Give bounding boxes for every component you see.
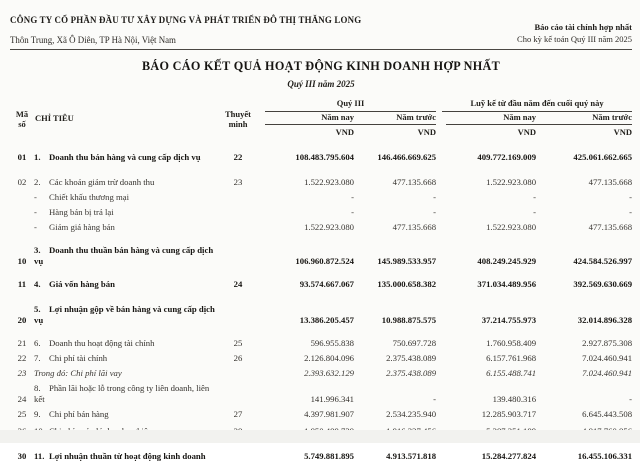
- letterhead-left: [10, 13, 361, 45]
- row-number: 11.: [34, 451, 45, 461]
- cell-q3-current: 2.393.632.129: [304, 368, 355, 378]
- cell-code: [10, 219, 34, 234]
- cell-q3-prior: 10.988.875.575: [381, 315, 437, 325]
- table-row: [10, 350, 632, 365]
- cell-ytd-prior: 477.135.668: [588, 222, 633, 232]
- cell-note: [221, 365, 255, 380]
- table-row: [10, 204, 632, 219]
- cell-code: [10, 189, 34, 204]
- cell-ytd-prior: 16.455.106.331: [577, 451, 633, 461]
- header-group-row: [10, 98, 632, 112]
- table-row: [10, 164, 632, 189]
- row-label: Hàng bán bị trả lại: [49, 207, 114, 217]
- row-label: Chi phí bán hàng: [49, 409, 109, 419]
- cell-criteria: [34, 380, 221, 406]
- cell-note: [221, 291, 255, 327]
- cell-ytd-current: -: [533, 207, 537, 217]
- scan-edge-shade: [0, 430, 640, 443]
- header-q3-prior-label: Năm trước: [354, 112, 436, 125]
- cell-ytd-prior: 32.014.896.328: [577, 315, 633, 325]
- row-number: -: [34, 192, 37, 202]
- cell-code: 01: [17, 152, 27, 162]
- company-name: CÔNG TY CỔ PHẦN ĐẦU TƯ XÂY DỰNG VÀ PHÁT TRIỂN ĐÔ THỊ THĂNG LONG: [10, 15, 362, 25]
- cell-q3-current: 2.126.804.096: [304, 353, 355, 363]
- cell-q3-prior: 750.697.728: [392, 338, 437, 348]
- unit-ytd-prior: VND: [613, 127, 633, 137]
- unit-q3-current: VND: [335, 127, 355, 137]
- header-ytd-prior-label: Năm trước: [536, 112, 632, 125]
- cell-ytd-current: 1.760.958.409: [486, 338, 537, 348]
- table-row: [10, 139, 632, 164]
- cell-q3-prior: 145.989.533.957: [377, 256, 437, 266]
- table-row: [10, 327, 632, 350]
- report-type-label: Báo cáo tài chính hợp nhất: [534, 22, 632, 32]
- cell-code: 21: [17, 338, 27, 348]
- cell-note: [221, 380, 255, 406]
- cell-note: 23: [233, 177, 243, 187]
- cell-code: 11: [17, 279, 27, 289]
- row-number: 5.: [34, 304, 41, 314]
- company-address: Thôn Trung, Xã Ô Diên, TP Hà Nội, Việt Nam: [10, 35, 176, 45]
- cell-q3-current: 596.955.838: [310, 338, 355, 348]
- row-number: 3.: [34, 245, 41, 255]
- cell-q3-current: 106.960.872.524: [295, 256, 355, 266]
- row-number: 7.: [34, 353, 41, 363]
- cell-q3-current: 93.574.667.067: [299, 279, 355, 289]
- header-group-ytd: [436, 98, 632, 112]
- income-statement-table: [10, 98, 632, 463]
- cell-note: 24: [233, 279, 243, 289]
- row-number: -: [34, 222, 37, 232]
- row-number: 6.: [34, 338, 41, 348]
- table-body: [10, 139, 632, 463]
- cell-note: 26: [233, 353, 243, 363]
- cell-criteria: [34, 365, 221, 380]
- report-subtitle: Quý III năm 2025: [287, 79, 355, 89]
- cell-q3-current: 141.996.341: [310, 394, 355, 404]
- unit-ytd-current: VND: [517, 127, 537, 137]
- row-label: Các khoản giảm trừ doanh thu: [49, 177, 155, 187]
- header-code-line2: số: [18, 118, 26, 129]
- cell-criteria: [34, 204, 221, 219]
- cell-ytd-current: 409.772.169.009: [477, 152, 537, 162]
- cell-q3-prior: -: [433, 192, 437, 202]
- cell-ytd-prior: 477.135.668: [588, 177, 633, 187]
- cell-ytd-prior: 2.927.875.308: [582, 338, 633, 348]
- cell-q3-prior: 477.135.668: [392, 177, 437, 187]
- letterhead: [10, 13, 632, 45]
- cell-code: [10, 204, 34, 219]
- unit-q3-prior: VND: [417, 127, 437, 137]
- cell-q3-current: 4.397.981.907: [304, 409, 355, 419]
- cell-ytd-prior: 425.061.662.665: [573, 152, 633, 162]
- header-group-quarter: [255, 98, 436, 112]
- row-label: Chiết khấu thương mại: [49, 192, 129, 202]
- header-q3-current: [255, 112, 354, 125]
- cell-q3-current: -: [351, 207, 355, 217]
- cell-note: [221, 189, 255, 204]
- header-ytd-current-label: Năm nay: [446, 112, 536, 125]
- table-row: [10, 234, 632, 268]
- cell-criteria: [34, 350, 221, 365]
- cell-q3-prior: 2.534.235.940: [386, 409, 437, 419]
- cell-note: 22: [233, 152, 243, 162]
- cell-q3-prior: 4.913.571.818: [386, 451, 437, 461]
- header-ytd-current: [436, 112, 536, 125]
- row-label: Doanh thu thuần bán hàng và cung cấp dịch vụ: [34, 245, 214, 266]
- table-row: [10, 291, 632, 327]
- row-number: 4.: [34, 279, 41, 289]
- cell-ytd-prior: -: [629, 192, 633, 202]
- cell-code: 23: [17, 368, 27, 378]
- row-label: Lợi nhuận gộp về bán hàng và cung cấp dịch vụ: [34, 304, 215, 325]
- cell-ytd-prior: 7.024.460.941: [582, 353, 633, 363]
- table-row: [10, 380, 632, 406]
- row-label: Doanh thu bán hàng và cung cấp dịch vụ: [49, 152, 201, 162]
- header-code-line1: Mã: [15, 108, 29, 119]
- header-q3-prior: [354, 112, 436, 125]
- cell-ytd-current: -: [533, 192, 537, 202]
- header-note-line1: Thuyết: [225, 108, 251, 119]
- header-q3-current-label: Năm nay: [265, 112, 354, 125]
- cell-criteria: [34, 234, 221, 268]
- header-divider: [10, 49, 632, 50]
- cell-ytd-current: 139.480.316: [492, 394, 537, 404]
- table-row: [10, 189, 632, 204]
- cell-q3-prior: -: [433, 207, 437, 217]
- cell-ytd-current: 12.285.903.717: [481, 409, 537, 419]
- cell-q3-prior: 135.000.658.382: [377, 279, 437, 289]
- table-row: [10, 406, 632, 421]
- cell-q3-prior: 2.375.438.089: [386, 368, 437, 378]
- cell-code: 22: [17, 353, 27, 363]
- table-row: [10, 365, 632, 380]
- cell-ytd-prior: -: [629, 207, 633, 217]
- cell-ytd-current: 37.214.755.973: [481, 315, 537, 325]
- cell-q3-prior: -: [433, 394, 437, 404]
- report-title: BÁO CÁO KẾT QUẢ HOẠT ĐỘNG KINH DOANH HỢP NHẤT: [141, 59, 501, 73]
- row-label: Doanh thu hoạt động tài chính: [49, 338, 155, 348]
- cell-note: 27: [233, 409, 243, 419]
- cell-code: 24: [17, 394, 27, 404]
- cell-criteria: [34, 164, 221, 189]
- cell-code: 02: [17, 177, 27, 187]
- row-label: Lợi nhuận thuần từ hoạt động kinh doanh: [49, 451, 206, 461]
- cell-criteria: [34, 189, 221, 204]
- letterhead-right: [517, 22, 632, 44]
- cell-q3-current: 108.483.795.604: [295, 152, 355, 162]
- row-label: Trong đó: Chi phí lãi vay: [34, 368, 122, 378]
- cell-ytd-current: 6.155.488.741: [486, 368, 537, 378]
- header-note-line2: minh: [228, 118, 248, 129]
- row-label: Chi phí tài chính: [49, 353, 108, 363]
- cell-note: [221, 234, 255, 268]
- cell-q3-prior: 2.375.438.089: [386, 353, 437, 363]
- cell-note: [221, 219, 255, 234]
- row-number: 9.: [34, 409, 41, 419]
- table-row: [10, 219, 632, 234]
- cell-q3-current: 1.522.923.080: [304, 177, 355, 187]
- row-number: -: [34, 207, 37, 217]
- header-note: [221, 98, 255, 139]
- table-row: [10, 268, 632, 291]
- cell-ytd-current: 408.249.245.929: [477, 256, 537, 266]
- row-label: Giá vốn hàng bán: [49, 279, 115, 289]
- row-number: 2.: [34, 177, 41, 187]
- cell-criteria: [34, 406, 221, 421]
- cell-q3-current: 13.386.205.457: [299, 315, 355, 325]
- row-label: Phần lãi hoặc lỗ trong công ty liên doanh, liên kết: [34, 383, 210, 404]
- cell-ytd-current: 6.157.761.968: [486, 353, 537, 363]
- cell-code: 10: [17, 256, 27, 266]
- row-number: 8.: [34, 383, 41, 393]
- cell-criteria: [34, 139, 221, 164]
- cell-ytd-current: 1.522.923.080: [486, 222, 537, 232]
- cell-code: 30: [17, 451, 27, 461]
- cell-ytd-current: 371.034.489.956: [477, 279, 537, 289]
- cell-code: 20: [17, 315, 27, 325]
- cell-criteria: [34, 268, 221, 291]
- cell-ytd-prior: 424.584.526.997: [573, 256, 633, 266]
- cell-ytd-prior: 6.645.443.508: [582, 409, 633, 419]
- cell-q3-current: -: [351, 192, 355, 202]
- cell-criteria: [34, 219, 221, 234]
- cell-q3-prior: 146.466.669.625: [377, 152, 437, 162]
- cell-note: 25: [233, 338, 243, 348]
- row-label: Giảm giá hàng bán: [49, 222, 115, 232]
- cell-note: [221, 204, 255, 219]
- header-criteria: CHỈ TIÊU: [35, 113, 74, 123]
- header-code: [10, 98, 34, 139]
- cell-ytd-prior: 7.024.460.941: [582, 368, 633, 378]
- cell-ytd-prior: 392.569.630.669: [573, 279, 633, 289]
- cell-q3-current: 1.522.923.080: [304, 222, 355, 232]
- accounting-period-label: Cho kỳ kế toán Quý III năm 2025: [517, 34, 632, 44]
- cell-ytd-current: 15.284.277.824: [481, 451, 537, 461]
- cell-q3-prior: 477.135.668: [392, 222, 437, 232]
- cell-q3-current: 5.749.881.895: [304, 451, 355, 461]
- cell-code: 25: [17, 409, 27, 419]
- cell-ytd-current: 1.522.923.080: [486, 177, 537, 187]
- header-ytd-prior: [536, 112, 632, 125]
- header-group-quarter-label: Quý III: [265, 98, 436, 112]
- header-group-ytd-label: Luỹ kế từ đầu năm đến cuối quý này: [442, 98, 632, 112]
- cell-criteria: [34, 327, 221, 350]
- cell-ytd-prior: -: [629, 394, 633, 404]
- row-number: 1.: [34, 152, 41, 162]
- table-header: [10, 98, 632, 139]
- cell-criteria: [34, 291, 221, 327]
